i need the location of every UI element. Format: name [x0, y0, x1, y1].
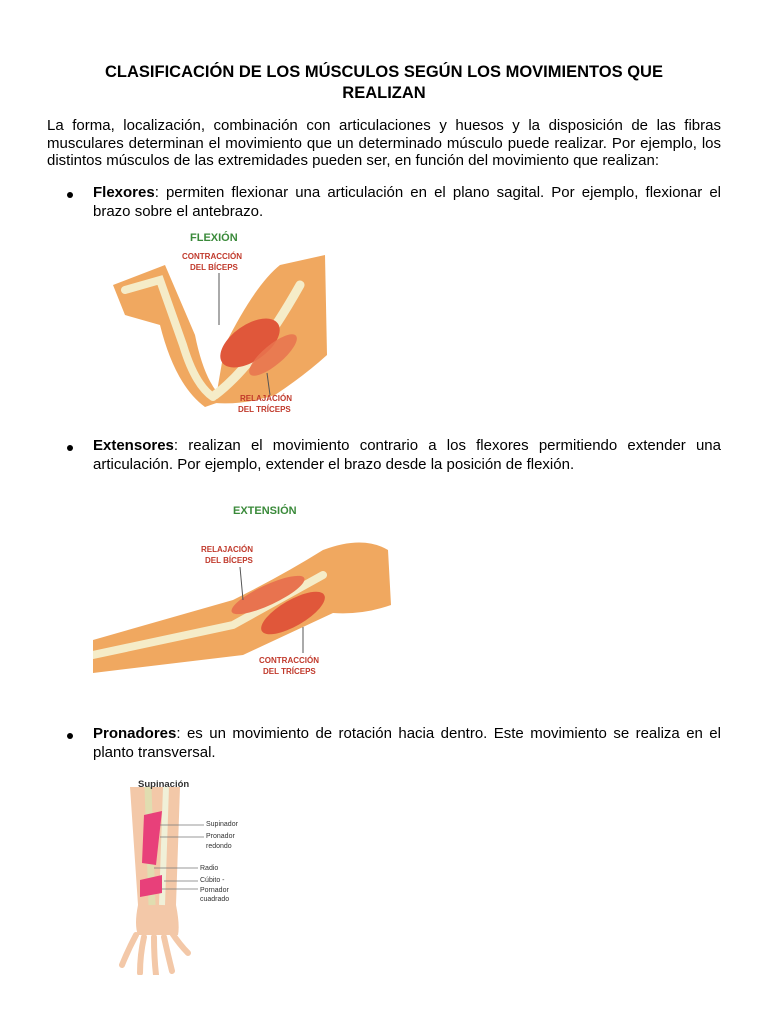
- desc-pronadores: : es un movimiento de rotación hacia dentro. Este movimiento se realiza en el planto transversal.: [93, 725, 721, 761]
- desc-flexores: : permiten flexionar una articulación en el plano sagital. Por ejemplo, flexionar el brazo sobre el antebrazo.: [93, 184, 721, 220]
- title-line-1: CLASIFICACIÓN DE LOS MÚSCULOS SEGÚN LOS MOVIMIENTOS QUE: [105, 63, 663, 81]
- flexion-label-biceps: DEL BÍCEPS: [190, 263, 238, 272]
- list-item-pronadores: [93, 725, 721, 762]
- bullet-dot: [67, 192, 73, 198]
- figure-supination: [118, 775, 258, 975]
- flexion-heading: FLEXIÓN: [190, 232, 238, 244]
- page-title: [60, 62, 708, 104]
- bullet-dot: [67, 445, 73, 451]
- label-radio: Radio: [200, 865, 219, 872]
- term-flexores: Flexores: [93, 184, 155, 201]
- label-pornador: Pornador: [200, 887, 229, 894]
- extension-label-biceps: DEL BÍCEPS: [205, 556, 253, 565]
- extension-heading: EXTENSIÓN: [233, 505, 297, 517]
- extension-illustration: [93, 495, 393, 680]
- label-cuadrado: cuadrado: [200, 896, 230, 903]
- flexion-label-relaxation: RELAJACIÓN: [240, 394, 293, 403]
- extension-label-contraction: CONTRACCIÓN: [259, 656, 319, 665]
- intro-paragraph: La forma, localización, combinación con articulaciones y huesos y la disposición de las fibras musculares determinan el movimiento que un determinado músculo puede realizar. Por ejemplo, los distintos músculos de las extremidades pueden ser, en función del movimiento que realizan:: [47, 117, 721, 169]
- flexion-label-triceps: DEL TRÍCEPS: [238, 405, 291, 414]
- supination-heading: Supinación: [138, 779, 190, 790]
- figure-flexion: [105, 225, 335, 420]
- supination-illustration: [118, 775, 258, 975]
- list-item-extensores: [93, 437, 721, 474]
- ulna-bone: [162, 787, 166, 905]
- extension-label-triceps: DEL TRÍCEPS: [263, 667, 316, 676]
- label-pronador: Pronador: [206, 833, 235, 840]
- list-item-flexores: [93, 184, 721, 221]
- term-extensores: Extensores: [93, 437, 174, 454]
- label-cubito: Cúbito -: [200, 877, 225, 884]
- bullet-dot: [67, 733, 73, 739]
- title-line-2: REALIZAN: [342, 84, 426, 102]
- extension-pointer-a: [240, 567, 243, 600]
- flexion-illustration: [105, 225, 335, 420]
- extension-label-relaxation: RELAJACIÓN: [201, 545, 254, 554]
- label-supinador: Supinador: [206, 821, 238, 828]
- hand-shape: [122, 933, 188, 975]
- figure-extension: [93, 495, 393, 680]
- desc-extensores: : realizan el movimiento contrario a los flexores permitiendo extender una articulación. Por ejemplo, extender el brazo desde la posición de flexión.: [93, 437, 721, 473]
- label-redondo: redondo: [206, 843, 232, 850]
- flexion-label-contraction: CONTRACCIÓN: [182, 252, 242, 261]
- term-pronadores: Pronadores: [93, 725, 177, 742]
